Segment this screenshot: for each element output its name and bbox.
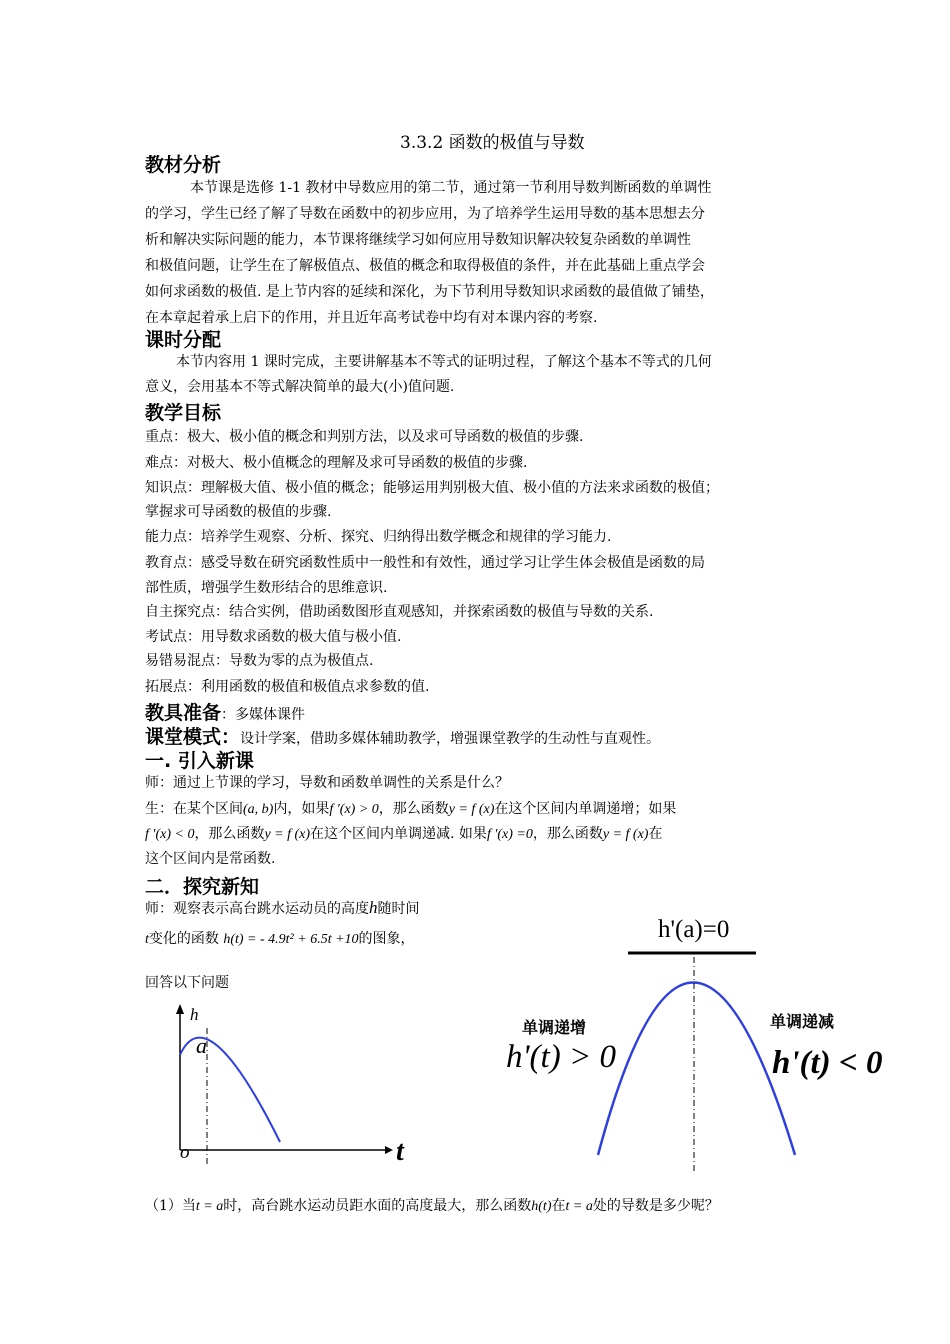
analysis-line: 如何求函数的极值. 是上节内容的延续和深化，为下节利用导数知识求函数的最值做了铺垫， (145, 284, 714, 300)
axis-label-h: h (190, 1005, 199, 1024)
teacher-question: 师：通过上节课的学习，导数和函数单调性的关系是什么？ (145, 775, 509, 791)
hours-line: 意义，会用基本不等式解决简单的最大(小)值问题. (145, 379, 455, 395)
mode-row (145, 722, 660, 749)
height-function: h(t) = - 4.9t² + 6.5t +10 (223, 932, 359, 947)
analysis-line: 的学习，学生已经了解了导数在函数中的初步应用，为了培养学生运用导数的基本思想去分 (145, 206, 705, 222)
student-answer-line-2: f ′(x) < 0，那么函数y = f (x)在这个区间内单调递减. 如果f ′(x) =0，那么函数y = f (x)在 (145, 826, 663, 842)
analysis-line: 本节课是选修 1-1 教材中导数应用的第二节，通过第一节利用导数判断函数的单调性 (190, 180, 712, 196)
heading-explore: 二．探究新知 (145, 876, 260, 898)
increasing-label: 单调递增 (522, 1018, 587, 1037)
heading-intro: 一. 引入新课 (145, 750, 254, 772)
student-answer-line-3: 这个区间内是常函数. (145, 851, 276, 867)
goal-line: 重点：极大、极小值的概念和判别方法，以及求可导函数的极值的步骤. (145, 429, 584, 445)
h-axis-arrow (176, 1004, 184, 1014)
student-answer-line-1: 生：在某个区间(a, b)内，如果f ′(x) > 0，那么函数y = f (x)在这个区间内单调递增；如果 (145, 801, 677, 817)
mode-text: 设计学案，借助多媒体辅助教学，增强课堂教学的生动性与直观性。 (240, 731, 661, 747)
decreasing-formula: h'(t) < 0 (772, 1045, 883, 1081)
page-title: 3.3.2 函数的极值与导数 (400, 133, 585, 153)
goal-line: 考试点：用导数求函数的极大值与极小值. (145, 629, 402, 645)
goal-line: 能力点：培养学生观察、分析、探究、归纳得出数学概念和规律的学习能力. (145, 529, 612, 545)
tools-row (145, 698, 305, 725)
hours-line: 本节内容用 1 课时完成，主要讲解基本不等式的证明过程，了解这个基本不等式的几何 (176, 354, 712, 370)
height-curve (180, 1038, 280, 1142)
explore-line-3: 回答以下问题 (145, 975, 229, 991)
analysis-line: 和极值问题，让学生在了解极值点、极值的概念和取得极值的条件，并在此基础上重点学会 (145, 258, 705, 274)
goal-line: 易错易混点：导数为零的点为极值点. (145, 653, 374, 669)
heading-analysis: 教材分析 (145, 154, 222, 176)
goal-line: 部性质，增强学生数形结合的思维意识. (145, 580, 388, 596)
tools-text: 多媒体课件 (235, 707, 306, 723)
tools-colon: ： (221, 707, 236, 723)
peak-label-a: a (196, 1033, 207, 1058)
question-1: （1）当t = a时，高台跳水运动员距水面的高度最大，那么函数h(t)在t = a处的导数是多少呢？ (145, 1198, 719, 1214)
heading-mode: 课堂模式： (145, 726, 241, 748)
analysis-line: 析和解决实际问题的能力，本节课将继续学习如何应用导数知识解决较复杂函数的单调性 (145, 232, 691, 248)
heading-tools: 教具准备 (145, 702, 222, 724)
explore-line-1: 师：观察表示高台跳水运动员的高度h随时间 (145, 898, 420, 917)
axis-label-t: t (396, 1136, 404, 1167)
derivative-graph (500, 905, 890, 1185)
goal-line: 教育点：感受导数在研究函数性质中一般性和有效性，通过学习让学生体会极值是函数的局 (145, 555, 705, 571)
top-derivative-label: h'(a)=0 (658, 916, 730, 943)
analysis-line: 在本章起着承上启下的作用，并且近年高考试卷中均有对本课内容的考察. (145, 310, 598, 326)
goal-line: 难点：对极大、极小值概念的理解及求可导函数的极值的步骤. (145, 455, 528, 471)
goal-line: 知识点：理解极大值、极小值的概念；能够运用判别极大值、极小值的方法来求函数的极值； (145, 480, 719, 496)
origin-label: o (180, 1142, 190, 1163)
increasing-formula: h'(t) > 0 (506, 1039, 616, 1075)
goal-line: 掌握求可导函数的极值的步骤. (145, 504, 332, 520)
goal-line: 自主探究点：结合实例，借助函数图形直观感知，并探索函数的极值与导数的关系. (145, 604, 654, 620)
decreasing-label: 单调递减 (770, 1012, 835, 1031)
goal-line: 拓展点：利用函数的极值和极值点求参数的值. (145, 679, 430, 695)
explore-line-2: t变化的函数 h(t) = - 4.9t² + 6.5t +10的图象， (145, 931, 415, 947)
heading-goals: 教学目标 (145, 402, 222, 424)
t-axis-arrow (385, 1146, 393, 1154)
height-graph-small (160, 1000, 404, 1170)
parabola-curve (598, 983, 795, 1156)
heading-hours: 课时分配 (145, 329, 222, 351)
